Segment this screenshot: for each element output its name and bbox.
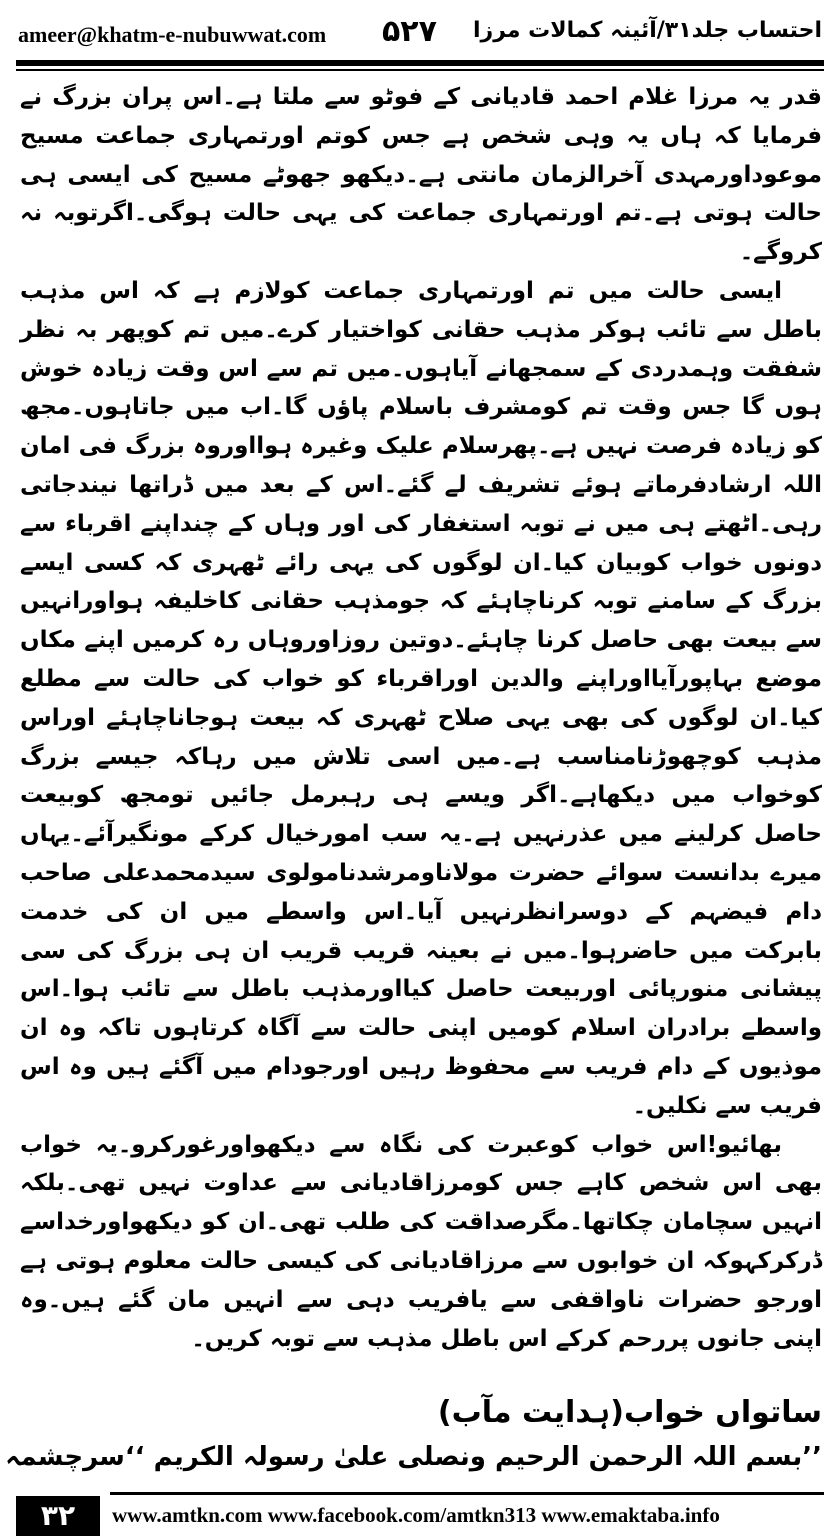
footer-rule: [110, 1492, 824, 1495]
page-header: [16, 14, 824, 54]
footer-page-number: ۳۲: [16, 1496, 100, 1536]
body-text: [20, 78, 822, 1358]
paragraph-3: بھائیو!اس خواب کوعبرت کی نگاہ سے دیکھواورغورکرو۔یہ خواب بھی اس شخص کاہے جس کومرزاقادیانی سے عداوت نہیں تھی۔بلکہ انہیں سچامان چکاتھا۔مگرصداقت کی طلب تھی۔ان کو دیکھواورخداسے ڈرکرکہوکہ ان خوابوں سے مرزاقادیانی کی کیسی حالت معلوم ہوتی ہے اورجو حضرات ناواقفی سے یافریب دہی سے انہیں مان گئے ہیں۔وہ اپنی جانوں پررحم کرکے اس باطل مذہب سے توبہ کریں۔: [20, 1131, 822, 1352]
paragraph-1: قدر یہ مرزا غلام احمد قادیانی کے فوٹو سے ملتا ہے۔اس پران بزرگ نے فرمایا کہ ہاں یہ وہی شخص ہے جس کوتم اورتمہاری جماعت مسیح موعوداورمہدی آخرالزمان مانتی ہے۔دیکھو جھوٹے مسیح کی ایسی ہی حالت ہوتی ہے۔تم اورتمہاری جماعت کی یہی حالت ہوگی۔اگرتوبہ نہ کروگے۔: [20, 84, 822, 266]
section-heading: ساتواں خواب(ہدایت مآب): [437, 1395, 822, 1430]
footer-links: www.amtkn.com www.facebook.com/amtkn313 www.emaktaba.info: [112, 1503, 720, 1527]
header-page-number: ۵۲۷: [382, 14, 437, 49]
header-book-title: احتساب جلد۳۱/آئینہ کمالات مرزا: [472, 18, 822, 43]
header-email: ameer@khatm-e-nubuwwat.com: [18, 22, 327, 47]
header-rule-thin: [16, 69, 824, 71]
paragraph-2: ایسی حالت میں تم اورتمہاری جماعت کولازم ہے کہ اس مذہب باطل سے تائب ہوکر مذہب حقانی کواختیار کرے۔میں تم کوپھر بہ نظر شفقت وہمدردی کے سمجھانے آیاہوں۔میں تم سے اس وقت زیادہ خوش ہوں گا جس وقت تم کومشرف باسلام پاؤں گا۔اب میں جاتاہوں۔مجھ کو زیادہ فرصت نہیں ہے۔پھرسلام علیک وغیرہ ہوااوروہ بزرگ فی امان اللہ ارشادفرماتے ہوئے تشریف لے گئے۔اس کے بعد میں ڈراتھا نیندجاتی رہی۔اٹھتے ہی میں نے توبہ استغفار کی اور وہاں کے چنداپنے اقرباء سے دونوں خواب کوبیان کیا۔ان لوگوں کی یہی رائے ٹھہری کہ کسی ایسے بزرگ کے سامنے توبہ کرناچاہئے کہ جومذہب حقانی کاخلیفہ ہواورانہیں سے بیعت بھی حاصل کرنا چاہئے۔دوتین روزاوروہاں رہ کرمیں اپنے مکاں موضع بہاپورآیااوراپنے والدین اوراقرباء کو خواب کی حالت سے مطلع کیا۔ان لوگوں کی بھی یہی صلاح ٹھہری کہ بیعت ہوجاناچاہئے اوراس مذہب کوچھوڑنامناسب ہے۔میں اسی تلاش میں رہاکہ جیسے بزرگ کوخواب میں دیکھاہے۔اگر ویسے ہی رہبرمل جائیں تومجھ کوبیعت حاصل کرلینے میں عذرنہیں ہے۔یہ سب امورخیال کرکے مونگیرآئے۔یہاں میرے بدانست سوائے حضرت مولاناومرشدنامولوی سیدمحمدعلی صاحب دام فیضہم کے دوسرانظرنہیں آیا۔اس واسطے میں ان کی خدمت بابرکت میں حاضرہوا۔میں نے بعینہ قریب قریب ان ہی بزرگ کی سی پیشانی منورپائی اوربیعت حاصل کیااورمذہب باطل سے تائب ہوا۔اس واسطے برادران اسلام کومیں اپنی حالت سے آگاہ کرتاہوں تاکہ وہ ان موذیوں کے دام فریب سے محفوظ رہیں اورجودام میں آگئے ہیں وہ اس فریب سے نکلیں۔: [20, 277, 822, 1119]
header-rule-thick: [16, 60, 824, 66]
basmala-line: ’’بسم اللہ الرحمن الرحیم ونصلی علیٰ رسولہ الکریم ‘‘سرچشمہ: [5, 1442, 822, 1472]
